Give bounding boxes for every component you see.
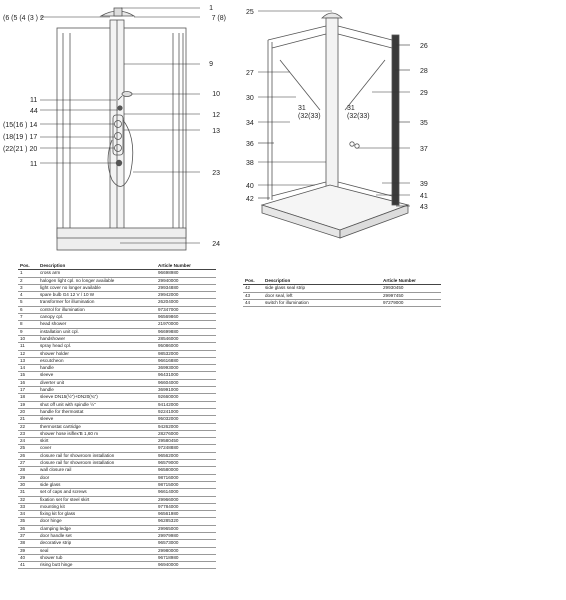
description-cell: cover [38, 445, 156, 452]
description-cell: diverter unit [38, 379, 156, 386]
article-number-cell: 94262000 [156, 423, 216, 430]
parts-table-right [243, 278, 441, 307]
callout-11-upper: 11 [30, 97, 38, 104]
header-description: Description [38, 263, 156, 270]
article-number-cell: 97248880 [156, 445, 216, 452]
article-number-cell: 29979980 [156, 532, 216, 539]
pos-cell: 30 [18, 481, 38, 488]
header-pos: Pos. [243, 278, 263, 285]
table-row [243, 292, 441, 299]
description-cell: light cover no longer available [38, 284, 156, 291]
pos-cell: 8 [18, 321, 38, 328]
article-number-cell: 96699880 [156, 328, 216, 335]
pos-cell: 31 [18, 489, 38, 496]
callout-25: 25 [246, 9, 254, 16]
article-number-cell: 29997450 [381, 292, 441, 299]
pos-cell: 2 [18, 277, 38, 284]
description-cell: door [38, 474, 156, 481]
article-number-cell: 29930450 [381, 285, 441, 292]
description-cell: fixing kit for glass [38, 511, 156, 518]
parts-table-left [18, 263, 216, 569]
article-number-cell: 29980000 [156, 547, 216, 554]
table-row [18, 350, 216, 357]
callout-31-32-33-left: 31 (32(33) [298, 105, 321, 120]
article-number-cell: 97279000 [381, 299, 441, 306]
description-cell: side glass seal strip [263, 285, 381, 292]
table-row [18, 284, 216, 291]
description-cell: transformer for illumination [38, 299, 156, 306]
article-number-cell: 96569860 [156, 314, 216, 321]
description-cell: mounting kit [38, 503, 156, 510]
callout-13: 13 [212, 128, 220, 135]
description-cell: shower tub [38, 554, 156, 561]
article-number-cell: 29965000 [156, 525, 216, 532]
callout-41: 41 [420, 193, 428, 200]
table-row [18, 562, 216, 569]
table-row [18, 343, 216, 350]
description-cell: cross arm [38, 270, 156, 277]
callout-43: 43 [420, 204, 428, 211]
pos-cell: 11 [18, 343, 38, 350]
description-cell: installation unit cpl. [38, 328, 156, 335]
table-row [18, 365, 216, 372]
callout-28: 28 [420, 68, 428, 75]
callout-6-5-4-3-2: (6 (5 (4 (3 ) 2 [3, 15, 44, 22]
description-cell: shower hose isiflex'B 1,60 m [38, 430, 156, 437]
table-row [18, 408, 216, 415]
table-row [18, 321, 216, 328]
article-number-cell: 98716000 [156, 474, 216, 481]
callout-36: 36 [246, 141, 254, 148]
table-header-row [18, 263, 216, 270]
pos-cell: 37 [18, 532, 38, 539]
pos-cell: 25 [18, 445, 38, 452]
pos-cell: 29 [18, 474, 38, 481]
description-cell: rising butt hinge [38, 562, 156, 569]
article-number-cell: 29580450 [156, 438, 216, 445]
table-row [18, 357, 216, 364]
table-row [18, 503, 216, 510]
article-number-cell: 96698980 [156, 270, 216, 277]
article-number-cell: 96616880 [156, 357, 216, 364]
description-cell: closure rail for showroom installation [38, 460, 156, 467]
table-row [18, 474, 216, 481]
description-cell: spare bulb G4 12 V / 10 W [38, 292, 156, 299]
description-cell: canopy cpl. [38, 314, 156, 321]
table-row [18, 518, 216, 525]
table-row [18, 270, 216, 277]
table-row [243, 285, 441, 292]
description-cell: sleeve [38, 372, 156, 379]
pos-cell: 6 [18, 306, 38, 313]
description-cell: side glass [38, 481, 156, 488]
description-cell: door hinge [38, 518, 156, 525]
description-cell: head shower [38, 321, 156, 328]
table-row [18, 496, 216, 503]
description-cell: set of caps and screws [38, 489, 156, 496]
article-number-cell: 21970000 [156, 321, 216, 328]
description-cell: seal [38, 547, 156, 554]
right-shower-drawing [262, 13, 408, 238]
left-shower-drawing [57, 8, 186, 250]
table-row [18, 460, 216, 467]
table-row [18, 328, 216, 335]
pos-cell: 14 [18, 365, 38, 372]
callout-44: 44 [30, 108, 38, 115]
description-cell: handle [38, 387, 156, 394]
description-cell: sleeve DN15(½")+DN20(¾") [38, 394, 156, 401]
table-body-left [18, 270, 216, 569]
header-description: Description [263, 278, 381, 285]
pos-cell: 36 [18, 525, 38, 532]
article-number-cell: 97784000 [156, 503, 216, 510]
callout-34: 34 [246, 120, 254, 127]
description-cell: thermostat cartridge [38, 423, 156, 430]
pos-cell: 15 [18, 372, 38, 379]
pos-cell: 5 [18, 299, 38, 306]
callout-39: 39 [420, 181, 428, 188]
article-number-cell: 96604000 [156, 379, 216, 386]
article-number-cell: 29940000 [156, 277, 216, 284]
description-cell: switch for illumination [263, 299, 381, 306]
callout-29: 29 [420, 90, 428, 97]
description-cell: sleeve [38, 416, 156, 423]
callout-22-21-20: (22(21 ) 20 [3, 146, 38, 153]
description-cell: control for illumination [38, 306, 156, 313]
callout-18-19-17: (18(19 ) 17 [3, 134, 38, 141]
description-cell: handshower [38, 335, 156, 342]
article-number-cell: 97347000 [156, 306, 216, 313]
pos-cell: 33 [18, 503, 38, 510]
article-number-cell: 96562000 [156, 452, 216, 459]
table-row [18, 511, 216, 518]
article-number-cell: 29942000 [156, 292, 216, 299]
pos-cell: 28 [18, 467, 38, 474]
description-cell: spray head cpl. [38, 343, 156, 350]
pos-cell: 19 [18, 401, 38, 408]
callout-23: 23 [212, 170, 220, 177]
article-number-cell: 28546000 [156, 335, 216, 342]
shower-exploded-diagram [0, 0, 566, 260]
article-number-cell: 95032000 [156, 416, 216, 423]
description-cell: handle [38, 365, 156, 372]
article-number-cell: 92660000 [156, 394, 216, 401]
callout-7-8: 7 (8) [211, 15, 226, 22]
pos-cell: 43 [243, 292, 263, 299]
pos-cell: 13 [18, 357, 38, 364]
table-row [18, 401, 216, 408]
table-row [18, 394, 216, 401]
article-number-cell: 92241000 [156, 408, 216, 415]
callout-26: 26 [420, 43, 428, 50]
article-number-cell: 98715000 [156, 481, 216, 488]
description-cell: wall closure rail [38, 467, 156, 474]
pos-cell: 10 [18, 335, 38, 342]
table-row [18, 467, 216, 474]
table-row [18, 416, 216, 423]
pos-cell: 24 [18, 438, 38, 445]
description-cell: shower holder [38, 350, 156, 357]
pos-cell: 7 [18, 314, 38, 321]
description-cell: door seal, left [263, 292, 381, 299]
article-number-cell: 29966000 [156, 496, 216, 503]
header-pos: Pos. [18, 263, 38, 270]
article-number-cell: 96561980 [156, 511, 216, 518]
pos-cell: 35 [18, 518, 38, 525]
table-row [18, 335, 216, 342]
pos-cell: 18 [18, 394, 38, 401]
table-row [18, 489, 216, 496]
table-row [18, 438, 216, 445]
article-number-cell: 96285320 [156, 518, 216, 525]
description-cell: skirt [38, 438, 156, 445]
header-article-number: Article Number [381, 278, 441, 285]
pos-cell: 42 [243, 285, 263, 292]
pos-cell: 27 [18, 460, 38, 467]
article-number-cell: 36991000 [156, 387, 216, 394]
pos-cell: 1 [18, 270, 38, 277]
table-row [18, 314, 216, 321]
article-number-cell: 28276000 [156, 430, 216, 437]
article-number-cell: 29934880 [156, 284, 216, 291]
callout-10: 10 [212, 91, 220, 98]
article-number-cell: 95086000 [156, 343, 216, 350]
table-row [18, 430, 216, 437]
table-row [18, 277, 216, 284]
table-row [18, 372, 216, 379]
table-row [18, 525, 216, 532]
article-number-cell: 26204000 [156, 299, 216, 306]
pos-cell: 20 [18, 408, 38, 415]
table-row [18, 532, 216, 539]
article-number-cell: 96940000 [156, 562, 216, 569]
callout-1: 1 [209, 5, 213, 12]
table-row [18, 387, 216, 394]
callout-30: 30 [246, 95, 254, 102]
table-row [18, 299, 216, 306]
table-row [18, 445, 216, 452]
callout-38: 38 [246, 160, 254, 167]
table-row [18, 306, 216, 313]
table-row [18, 379, 216, 386]
pos-cell: 12 [18, 350, 38, 357]
callout-42: 42 [246, 196, 254, 203]
callout-31-32-33-right: 31 (32(33) [347, 105, 370, 120]
callout-12: 12 [212, 112, 220, 119]
article-number-cell: 98532000 [156, 350, 216, 357]
description-cell: escutcheon [38, 357, 156, 364]
pos-cell: 34 [18, 511, 38, 518]
description-cell: decorative strip [38, 540, 156, 547]
description-cell: halogen light cpl. no longer available [38, 277, 156, 284]
article-number-cell: 96579000 [156, 460, 216, 467]
article-number-cell: 96573000 [156, 540, 216, 547]
article-number-cell: 36993000 [156, 365, 216, 372]
callout-15-16-14: (15(16 ) 14 [3, 122, 38, 129]
description-cell: handle for thermostat [38, 408, 156, 415]
pos-cell: 17 [18, 387, 38, 394]
article-number-cell: 96580000 [156, 467, 216, 474]
pos-cell: 16 [18, 379, 38, 386]
pos-cell: 26 [18, 452, 38, 459]
table-row [18, 554, 216, 561]
table-row [243, 299, 441, 306]
description-cell: clamping ledge [38, 525, 156, 532]
description-cell: door handle set [38, 532, 156, 539]
article-number-cell: 94142000 [156, 401, 216, 408]
pos-cell: 9 [18, 328, 38, 335]
callout-35: 35 [420, 120, 428, 127]
description-cell: closure rail for showroom installation [38, 452, 156, 459]
callout-37: 37 [420, 146, 428, 153]
table-row [18, 540, 216, 547]
callout-9: 9 [209, 61, 213, 68]
table-row [18, 423, 216, 430]
table-header-row [243, 278, 441, 285]
article-number-cell: 96614000 [156, 489, 216, 496]
table-row [18, 547, 216, 554]
pos-cell: 3 [18, 284, 38, 291]
pos-cell: 32 [18, 496, 38, 503]
pos-cell: 38 [18, 540, 38, 547]
description-cell: fixation set for steel skirt [38, 496, 156, 503]
table-row [18, 452, 216, 459]
pos-cell: 23 [18, 430, 38, 437]
callout-24: 24 [212, 241, 220, 248]
pos-cell: 40 [18, 554, 38, 561]
table-row [18, 481, 216, 488]
callout-27: 27 [246, 70, 254, 77]
description-cell: shut off unit with spindle ½" [38, 401, 156, 408]
pos-cell: 4 [18, 292, 38, 299]
pos-cell: 44 [243, 299, 263, 306]
article-number-cell: 96718980 [156, 554, 216, 561]
pos-cell: 39 [18, 547, 38, 554]
pos-cell: 22 [18, 423, 38, 430]
pos-cell: 21 [18, 416, 38, 423]
header-article-number: Article Number [156, 263, 216, 270]
table-row [18, 292, 216, 299]
table-body-right [243, 285, 441, 307]
callout-11-lower: 11 [30, 161, 38, 168]
callout-40: 40 [246, 183, 254, 190]
article-number-cell: 96431000 [156, 372, 216, 379]
pos-cell: 41 [18, 562, 38, 569]
